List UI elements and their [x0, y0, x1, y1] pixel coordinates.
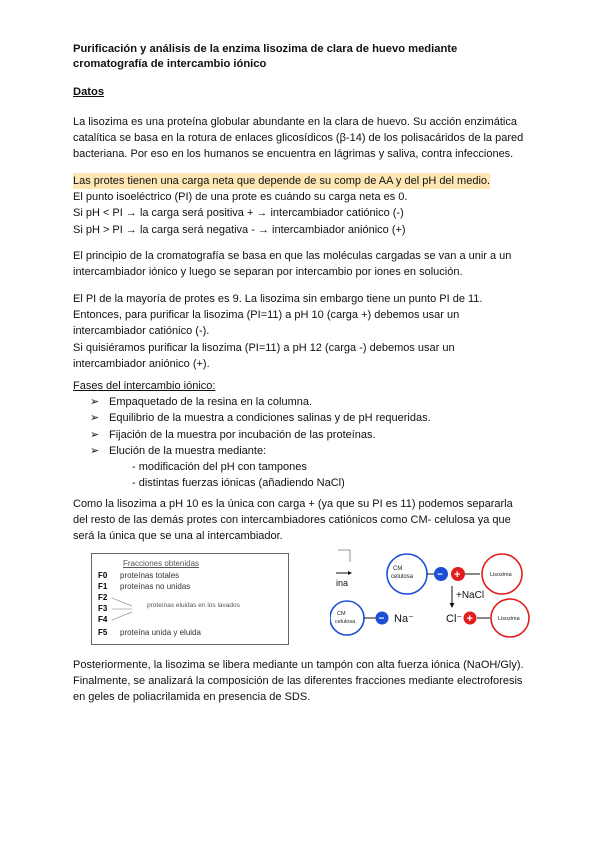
document-title: Purificación y análisis de la enzima lisozima de clara de huevo mediante cromatografía de intercambio iónico: [73, 43, 458, 70]
text-line: Si pH < PI → la carga será positiva + → intercambiador catiónico (-): [73, 207, 404, 220]
column-outline: [338, 550, 350, 562]
lisozima-label: Lisozima: [490, 572, 512, 578]
cm-label: CM: [393, 566, 403, 572]
fractions-figure: [91, 553, 289, 645]
paragraph-principle: [73, 248, 533, 280]
section-fases: [73, 378, 533, 491]
arrow-bullet-icon: ➢: [90, 444, 100, 457]
text-line: en geles de poliacrilamida en presencia de SDS.: [73, 691, 311, 704]
arrow-bullet-icon: ➢: [90, 396, 100, 409]
list-item: ➢ Empaquetado de la resina en la columna.: [73, 394, 533, 410]
paragraph-pi: [73, 291, 533, 372]
ina-label: ina: [336, 578, 349, 588]
text-line: catalítica se basa en la rotura de enlaces glicosídicos (β-14) de los polisacáridos de la pared: [73, 132, 524, 145]
text-line: Posteriormente, la lisozima se libera mediante un tampón con alta fuerza iónica (NaOH/Gly).: [73, 659, 524, 671]
paragraph-intro: [73, 114, 533, 163]
svg-text:−: −: [378, 613, 385, 625]
arrow-bullet-icon: ➢: [90, 412, 100, 425]
list-item: ➢ Elución de la muestra mediante:: [73, 443, 533, 459]
sub-list-item: - modificación del pH con tampones: [132, 461, 307, 474]
fraction-row: F4: [98, 615, 108, 624]
text-line: intercambiador catiónico (-).: [73, 325, 210, 338]
text-line: Si quisiéramos purificar la lisozima (PI=11) a pH 12 (carga -) debemos usar un: [73, 341, 455, 354]
paragraph-elution: [73, 657, 533, 706]
fraction-row: F3: [98, 604, 108, 613]
text-line: El principio de la cromatografía se basa en que las moléculas cargadas se van a unir a un: [73, 250, 512, 262]
fractions-note: proteínas eluidas en los lavados: [147, 602, 240, 609]
text-line: La lisozima es una proteína globular abundante en la clara de huevo. Su acción enzimática: [73, 116, 517, 128]
bracket-lines: [92, 554, 288, 644]
svg-text:CM: CM: [337, 611, 346, 617]
text-line: El punto isoeléctrico (PI) de una prote es cuándo su carga neta es 0.: [73, 191, 408, 204]
svg-text:−: −: [437, 569, 443, 581]
fraction-row: F5 proteína unida y eluida: [98, 628, 201, 637]
nacl-label: +NaCl: [456, 590, 485, 601]
fraction-row: F0 proteínas totales: [98, 571, 180, 580]
text-line: Entonces, para purificar la lisozima (PI=11) a pH 10 (carga +) debemos usar un: [73, 309, 460, 322]
list-item: ➢ Equilibrio de la muestra a condiciones salinas y de pH requeridas.: [73, 410, 533, 426]
ion-exchange-diagram: [330, 548, 535, 640]
text-line: Como la lisozima a pH 10 es la única con carga + (ya que su PI es 11) podemos separarla: [73, 498, 513, 510]
text-line: será la única que se una al intercambiador.: [73, 530, 283, 543]
text-line: Si pH > PI → la carga será negativa - → intercambiador aniónico (+): [73, 223, 406, 236]
fractions-header: Fracciones obtenidas: [123, 559, 200, 568]
svg-text:celulosa: celulosa: [335, 619, 356, 625]
cm-cellulose-circle: [330, 601, 364, 635]
arrow-bullet-icon: ➢: [90, 428, 100, 441]
list-item: ➢ Fijación de la muestra por incubación de las proteínas.: [73, 427, 533, 443]
paragraph-charge: [73, 173, 533, 238]
sub-list-item: - distintas fuerzas iónicas (añadiendo NaCl): [132, 477, 345, 490]
section-heading-datos: Datos: [73, 86, 105, 98]
arrow-head-icon: [348, 571, 352, 575]
celulosa-label: celulosa: [391, 574, 414, 580]
paragraph-separation: [73, 496, 533, 545]
svg-text:+: +: [454, 569, 461, 581]
text-line: Finalmente, se analizará la composición de las diferentes fracciones mediante electroforesis: [73, 675, 523, 688]
fraction-row: F1 proteínas no unidas: [98, 582, 191, 591]
fases-list: [73, 394, 533, 459]
text-line: intercambiador aniónico (+).: [73, 357, 210, 370]
highlighted-text: Las protes tienen una carga neta que depende de su comp de AA y del pH del medio.: [73, 173, 490, 189]
fases-title: Fases del intercambio iónico:: [73, 380, 216, 392]
text-line: bacteriana. Por eso en los humanos se encuentra en lágrimas y saliva, contra infecciones.: [73, 148, 514, 161]
cl-ion-label: Cl⁻: [446, 613, 463, 625]
text-line: intercambiador iónico y luego se separan por intercambio por iones en solución.: [73, 266, 463, 279]
fraction-row: F2: [98, 593, 108, 602]
na-ion-label: Na⁻: [394, 613, 414, 625]
svg-text:+: +: [466, 613, 473, 625]
text-line: del resto de las demás protes con intercambiadores catiónicos como CM- celulosa ya que: [73, 514, 511, 527]
text-line: El PI de la mayoría de protes es 9. La lisozima sin embargo tiene un punto PI de 11.: [73, 293, 483, 305]
svg-text:Lisozima: Lisozima: [498, 616, 520, 622]
